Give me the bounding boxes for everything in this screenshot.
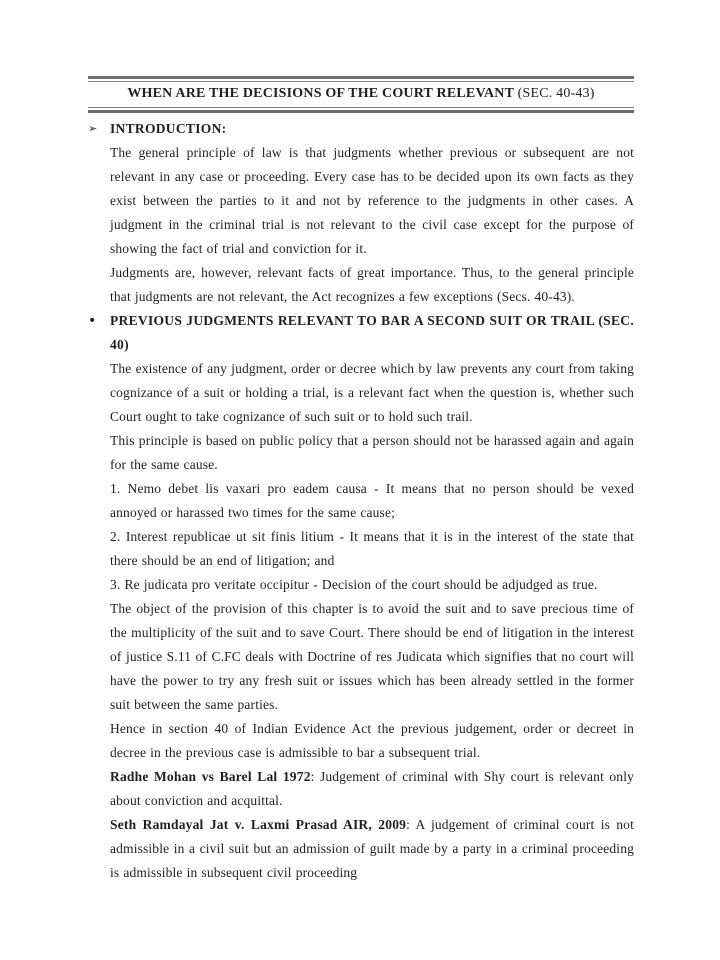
paragraph: This principle is based on public policy that a person should not be harassed again and again for the same cause. xyxy=(110,433,634,472)
arrow-bullet-icon: ➢ xyxy=(88,122,98,135)
paragraph: Seth Ramdayal Jat v. Laxmi Prasad AIR, 2009: A judgement of criminal court is not admissible in a civil suit but an admission of guilt made by a party in a criminal proceeding is admissible in subsequent civil proceeding xyxy=(110,817,634,880)
paragraph: The general principle of law is that judgments whether previous or subsequent are not relevant in any case or proceeding. Every case has to be decided upon its own facts as they exist between the parties to it and not by reference to the judgments in other cases. A judgment in the criminal trial is not relevant to the civil case except for the purpose of showing the fact of trial and conviction for it. xyxy=(110,145,634,256)
case-name: Radhe Mohan vs Barel Lal 1972 xyxy=(110,769,311,784)
paragraph: The object of the provision of this chapter is to avoid the suit and to save precious time of the multiplicity of the suit and to save Court. There should be end of litigation in the interest of justice S.11 of C.FC deals with Doctrine of res Judicata which signifies that no court will have the power to try any fresh suit or issues which has been already settled in the former suit between the same parties. xyxy=(110,601,634,712)
section-heading xyxy=(88,309,634,357)
page-title-section: (SEC. 40-43) xyxy=(517,86,595,101)
paragraph: Hence in section 40 of Indian Evidence Act the previous judgement, order or decreet in decree in the previous case is admissible to bar a subsequent trial. xyxy=(110,721,634,760)
case-name: Seth Ramdayal Jat v. Laxmi Prasad AIR, 2009 xyxy=(110,817,407,832)
paragraph: 1. Nemo debet lis vaxari pro eadem causa - It means that no person should be vexed annoyed or harassed two times for the same cause; xyxy=(110,481,634,520)
paragraph: The existence of any judgment, order or decree which by law prevents any court from taking cognizance of a suit or holding a trial, is a relevant fact when the question is, whether such Court ought to take cognizance of such suit or to hold such trail. xyxy=(110,361,634,424)
paragraph: 2. Interest republicae ut sit finis litium - It means that it is in the interest of the state that there should be an end of litigation; and xyxy=(110,529,634,568)
section-heading xyxy=(88,117,634,141)
page-title-main: WHEN ARE THE DECISIONS OF THE COURT RELEVANT xyxy=(127,86,514,101)
paragraph: Radhe Mohan vs Barel Lal 1972: Judgement of criminal with Shy court is relevant only about conviction and acquittal. xyxy=(110,769,634,808)
document-content xyxy=(88,117,634,885)
paragraph: Judgments are, however, relevant facts of great importance. Thus, to the general principle that judgments are not relevant, the Act recognizes a few exceptions (Secs. 40-43). xyxy=(110,265,634,304)
paragraph: 3. Re judicata pro veritate occipitur - Decision of the court should be adjudged as true. xyxy=(110,577,598,592)
page-title xyxy=(88,81,634,108)
heading-label: INTRODUCTION: xyxy=(110,121,227,136)
dot-bullet-icon: • xyxy=(88,313,97,329)
document-title-block xyxy=(88,76,634,113)
heading-label: PREVIOUS JUDGMENTS RELEVANT TO BAR A SECOND SUIT OR TRAIL (SEC. 40) xyxy=(110,313,634,352)
